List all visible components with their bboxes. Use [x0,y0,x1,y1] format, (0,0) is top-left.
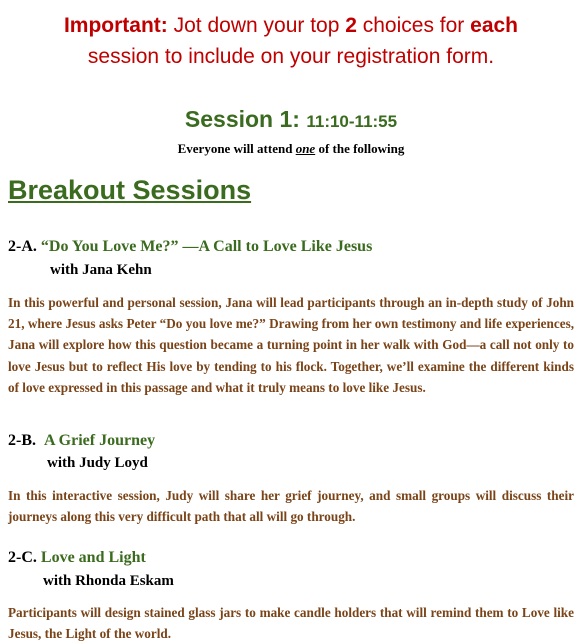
session-label: Session 1: [184,106,307,132]
session-description: In this powerful and personal session, Jana will lead participants through an in-depth study of John 21, where Jesus asks Peter “Do you love me?” Drawing from her own testimony and life experiences, Jana will explore how this question became a turning point in her walk with God—a call not only to love Jesus but to reflect His love by tending to his flock. Together, we’ll examine the different kinds of love expressed in this passage and what it truly means to love like Jesus. [8,295,574,395]
attend-before: Everyone will attend [177,141,296,156]
attend-after: of the following [315,141,405,156]
session-time: 11:10-11:55 [306,112,398,131]
notice-line-2: session to include on your registration form. [87,45,495,68]
session-description: Participants will design stained glass jars to make candle holders that will remind them to Love like Jesus, the Light of the world. [8,605,574,642]
notice-important-label: Important: [63,14,168,37]
session-2c-heading [8,549,146,567]
notice-each: each [470,14,519,37]
notice-text-a: Jot down your top [167,14,346,37]
attend-note [0,141,582,157]
session-code: 2-B. [8,432,36,449]
session-code: 2-A. [8,238,37,255]
important-notice [0,10,582,72]
breakout-heading: Breakout Sessions [8,175,252,205]
notice-line-1 [0,10,582,41]
attend-emphasis: one [295,141,316,156]
session-title-text: Love and Light [40,549,146,566]
session-2b-heading [8,432,155,450]
session-description: In this interactive session, Judy will share her grief journey, and small groups will discuss their journeys along this very difficult path that all will go through. [8,488,574,525]
session-title [0,106,582,133]
session-code: 2-C. [8,549,37,566]
session-title-text: “Do You Love Me?” —A Call to Love Like Jesus [40,238,373,255]
notice-number: 2 [345,14,357,37]
session-2a-heading [8,238,372,256]
session-presenter: with Rhonda Eskam [43,573,174,589]
session-title-text: A Grief Journey [44,432,156,449]
session-presenter: with Jana Kehn [50,262,152,278]
session-presenter: with Judy Loyd [47,455,148,471]
notice-text-b: choices for [356,14,471,37]
